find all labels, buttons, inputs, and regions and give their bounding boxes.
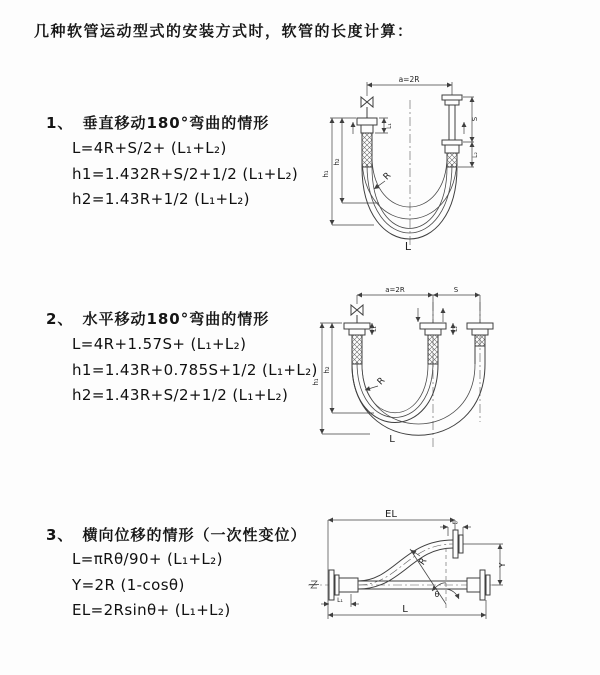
dimension-l2 (452, 323, 459, 335)
section-3-heading (46, 524, 306, 545)
dim-label-l1: L₁ (371, 326, 378, 332)
formula-line: EL=2Rsinθ+ (L₁+L₂) (72, 601, 231, 619)
valve-icon (361, 97, 373, 107)
dim-label-y: Y (498, 562, 507, 568)
valve-icon (351, 305, 363, 323)
label-radius: R (375, 375, 388, 388)
left-flange (329, 570, 358, 600)
dim-label-s: S (453, 286, 459, 294)
dimension-l1 (321, 594, 359, 607)
formula-line: h2=1.43R+S/2+1/2 (L₁+L₂) (72, 386, 289, 404)
upper-flange (453, 530, 463, 558)
dim-label-a2r: a=2R (385, 286, 405, 294)
section-title: 横向位移的情形（一次性变位） (82, 526, 307, 544)
dimension-el (328, 509, 455, 619)
dimension-s (433, 286, 480, 295)
label-length: L (389, 434, 395, 445)
diagram-vertical-180-bend (322, 70, 522, 252)
formula-line: L=4R+S/2+ (L₁+L₂) (72, 139, 227, 157)
page-title: 几种软管运动型式的安装方式时，软管的长度计算： (34, 22, 414, 40)
right-fitting (442, 95, 462, 167)
formula-line: L=πRθ/90+ (L₁+L₂) (72, 550, 223, 568)
section-number: 1、 (46, 114, 74, 132)
middle-fitting (420, 323, 446, 364)
movement-arrows (418, 308, 443, 322)
label-radius: R (417, 556, 430, 568)
section-number: 2、 (46, 310, 74, 328)
dim-label-a2r: a=2R (398, 75, 420, 84)
braided-hose (362, 133, 372, 167)
dim-label-l2: L₂ (452, 519, 458, 526)
left-fitting (357, 107, 377, 167)
dim-label-h2: h₂ (333, 158, 341, 166)
hose-curves (352, 362, 485, 435)
dim-label-l2: L₂ (452, 326, 459, 332)
hose-curves (362, 156, 457, 239)
label-theta: θ (434, 590, 440, 599)
section-number: 3、 (46, 526, 74, 544)
formula-line: Y=2R (1-cosθ) (72, 576, 185, 594)
dimension-l1 (371, 323, 378, 335)
braided-hose (428, 335, 438, 364)
formula-line: h1=1.432R+S/2+1/2 (L₁+L₂) (72, 165, 299, 183)
formula-line: h1=1.43R+0.785S+1/2 (L₁+L₂) (72, 361, 318, 379)
radius-annotation (365, 376, 387, 390)
label-length: L (404, 240, 412, 253)
left-fitting (344, 323, 370, 364)
dimension-l1 (375, 118, 393, 133)
centerline-break-mark (309, 581, 319, 588)
hose-s-curve (358, 540, 453, 589)
braided-hose (352, 335, 362, 364)
label-radius: R (381, 170, 394, 183)
dim-label-h2: h₂ (323, 366, 331, 374)
dimension-a2r (357, 286, 480, 323)
dim-label-h1: h₁ (312, 378, 320, 386)
section-1-heading (46, 112, 269, 133)
section-title: 水平移动180°弯曲的情形 (82, 310, 270, 328)
diagram-lateral-displacement (296, 492, 600, 660)
dim-label-l1: L₁ (386, 123, 393, 129)
dimension-l2 (472, 142, 479, 167)
dim-label-h1: h₁ (322, 170, 330, 178)
dim-label-el: EL (385, 509, 397, 520)
section-title: 垂直移动180°弯曲的情形 (82, 114, 270, 132)
dimension-l (328, 600, 486, 619)
diagram-horizontal-180-bend (312, 282, 600, 454)
formula-line: h2=1.43R+1/2 (L₁+L₂) (72, 190, 250, 208)
angle-annotation (410, 548, 459, 610)
dim-label-s: S (471, 116, 479, 122)
dim-label-l2: L₂ (472, 152, 479, 158)
formula-line: L=4R+1.57S+ (L₁+L₂) (72, 335, 247, 353)
dim-label-l1: L₁ (337, 597, 343, 604)
section-2-heading (46, 308, 269, 329)
dimension-a2r (367, 75, 452, 96)
radius-annotation (374, 171, 393, 189)
dim-label-l: L (402, 604, 408, 615)
braided-hose (475, 335, 485, 346)
